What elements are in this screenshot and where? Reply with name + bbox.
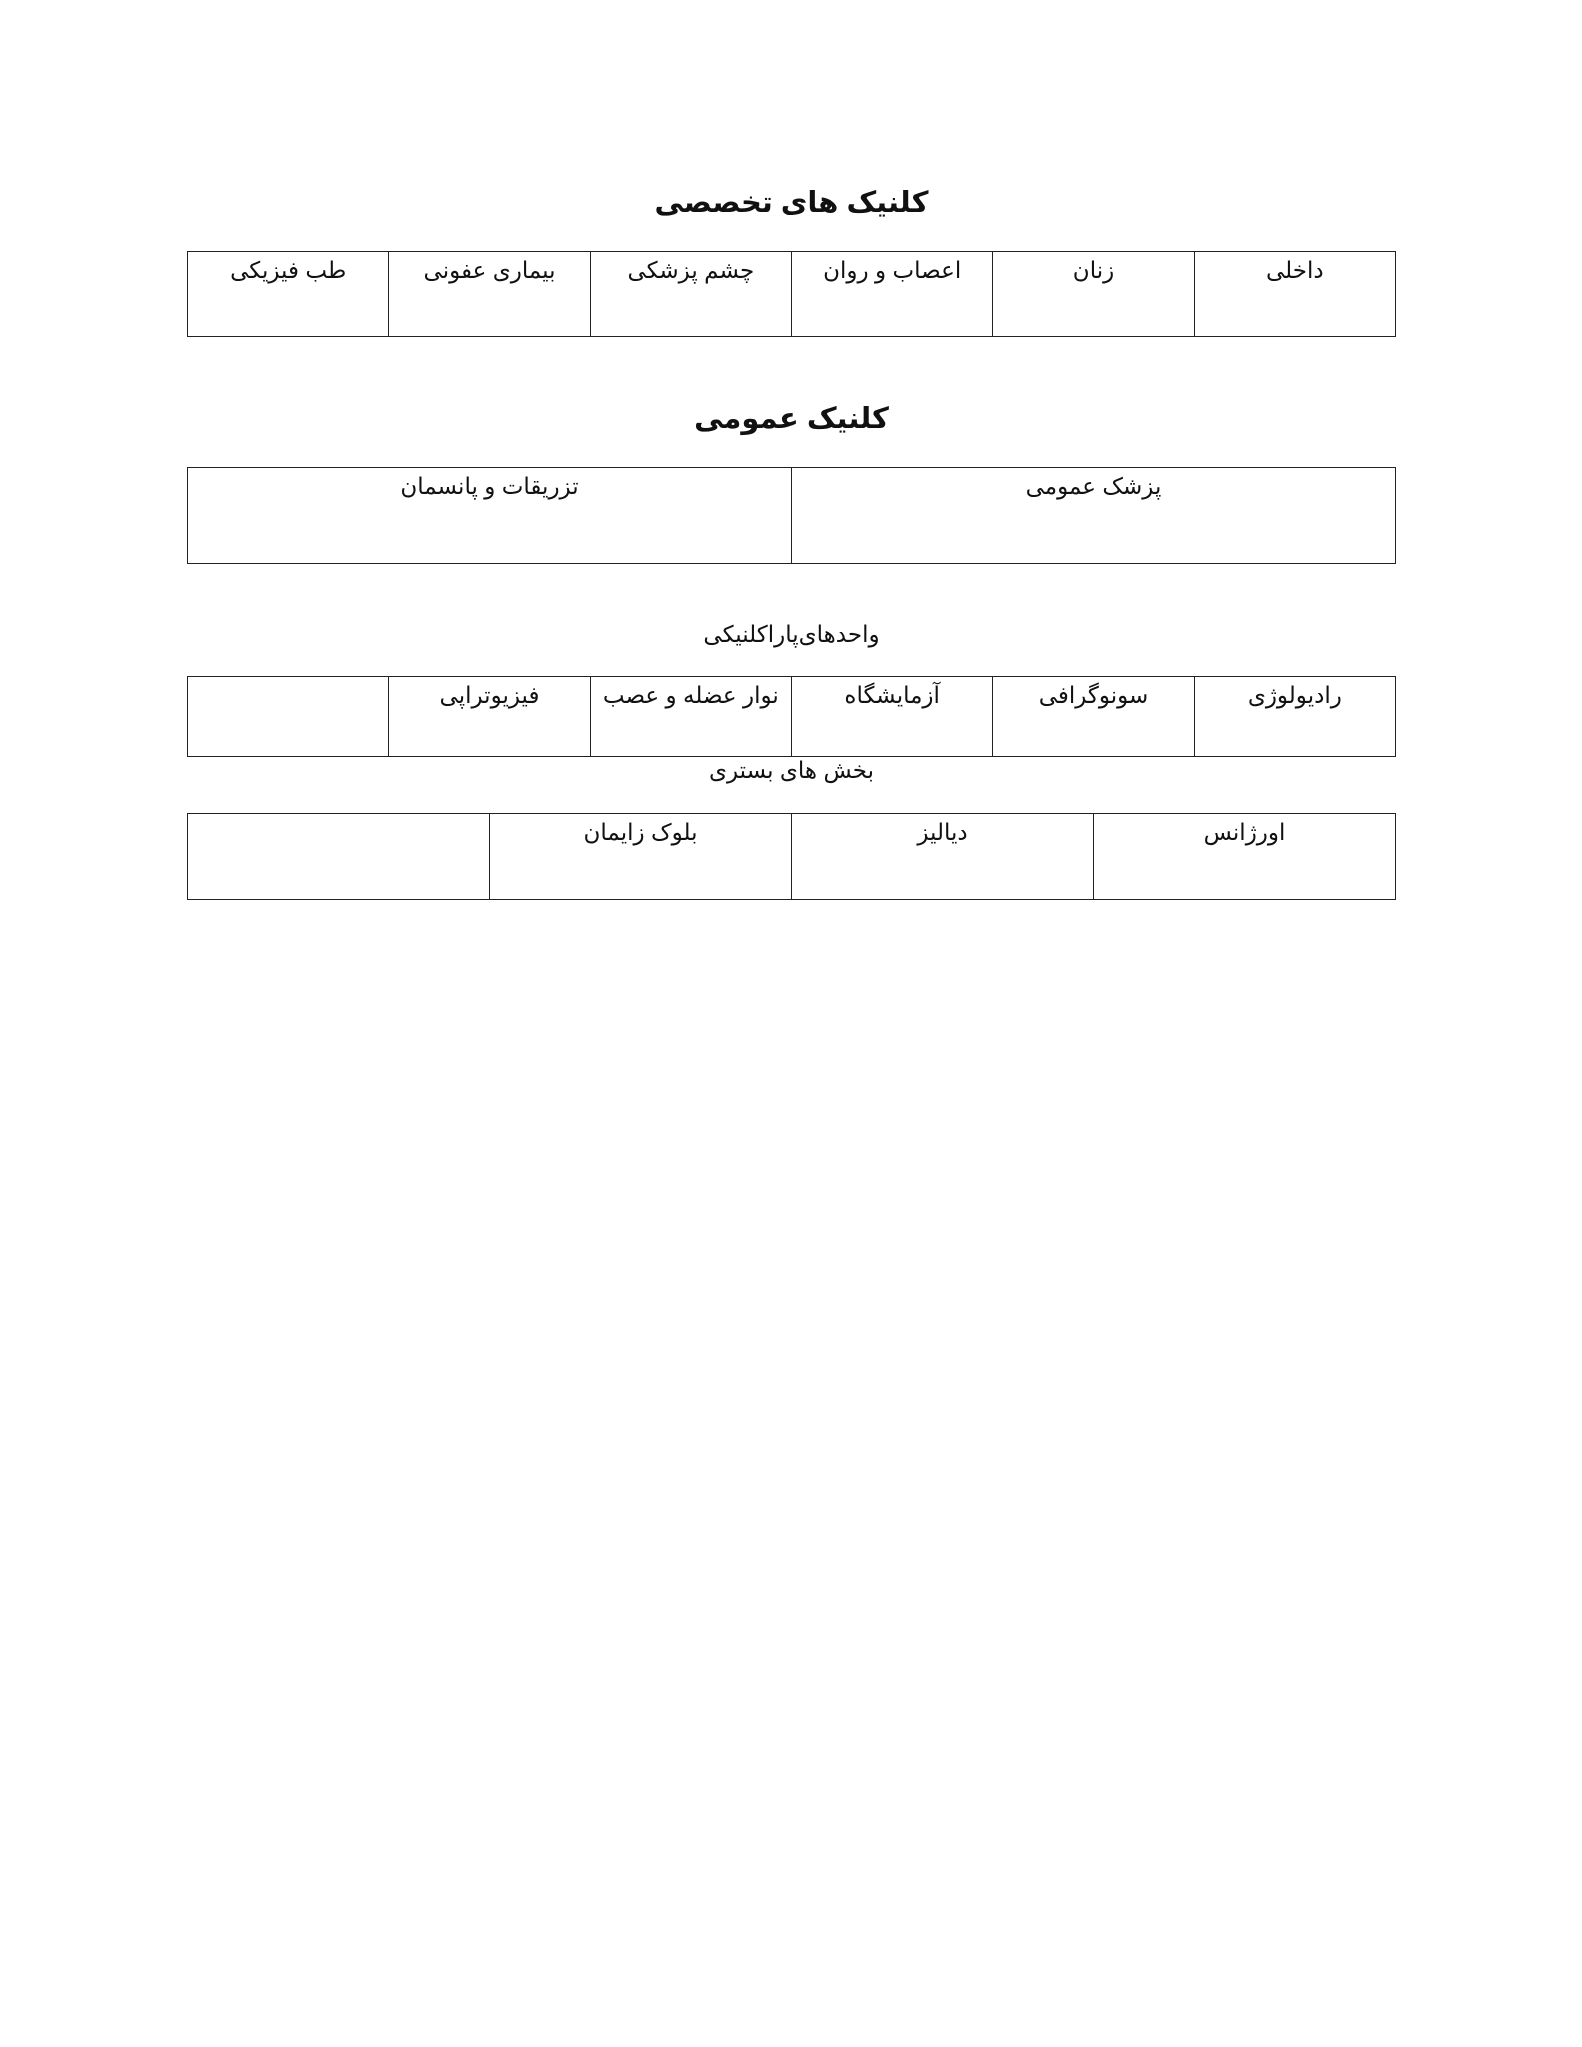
- table-cell: تزریقات و پانسمان: [188, 468, 792, 564]
- table-cell: [188, 677, 389, 757]
- table-cell: بیماری عفونی: [389, 252, 590, 337]
- specialty-clinics-title: کلنیک های تخصصی: [654, 187, 929, 219]
- inpatient-wards-table: [187, 813, 1396, 900]
- table-cell: سونوگرافی: [993, 677, 1194, 757]
- paraclinic-units-table: [187, 676, 1396, 757]
- general-clinic-title: کلنیک عمومی: [694, 403, 889, 435]
- table-cell: زنان: [993, 252, 1194, 337]
- table-cell: رادیولوژی: [1194, 677, 1395, 757]
- table-cell: پزشک عمومی: [792, 468, 1396, 564]
- table-cell: نوار عضله و عصب: [590, 677, 791, 757]
- table-cell: چشم پزشکی: [590, 252, 791, 337]
- table-cell: داخلی: [1194, 252, 1395, 337]
- table-cell: طب فیزیکی: [188, 252, 389, 337]
- table-cell: آزمایشگاه: [792, 677, 993, 757]
- inpatient-wards-title: بخش های بستری: [708, 757, 875, 783]
- table-cell: بلوک زایمان: [490, 814, 792, 900]
- general-clinic-table: [187, 467, 1396, 564]
- paraclinic-units-title: واحدهای‌پاراکلنیکی: [703, 621, 880, 647]
- table-cell: [188, 814, 490, 900]
- table-cell: اورژانس: [1094, 814, 1396, 900]
- table-cell: فیزیوتراپی: [389, 677, 590, 757]
- table-cell: دیالیز: [792, 814, 1094, 900]
- specialty-clinics-table: [187, 251, 1396, 337]
- table-cell: اعصاب و روان: [792, 252, 993, 337]
